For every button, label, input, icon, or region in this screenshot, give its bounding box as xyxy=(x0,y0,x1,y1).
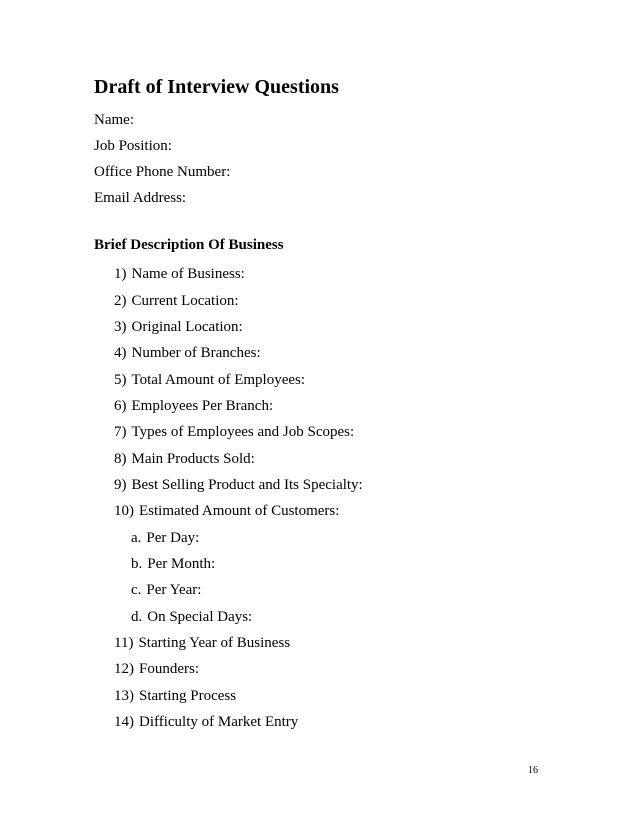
list-item-text: Name of Business: xyxy=(131,266,245,282)
list-item-text: Types of Employees and Job Scopes: xyxy=(131,424,355,440)
list-item-number: 2) xyxy=(114,293,127,309)
field-job-position: Job Position: xyxy=(94,138,172,154)
list-item-number: 3) xyxy=(114,319,127,335)
list-item xyxy=(114,714,298,731)
list-item-number: 8) xyxy=(114,451,127,467)
list-item-text: Current Location: xyxy=(131,293,239,309)
list-item xyxy=(114,293,239,310)
list-item-text: Estimated Amount of Customers: xyxy=(139,503,340,519)
sub-list-item-text: Per Year: xyxy=(146,582,202,598)
list-item-number: 7) xyxy=(114,424,127,440)
list-item xyxy=(114,372,305,389)
list-item xyxy=(114,451,255,468)
sub-list-item-letter: a. xyxy=(131,530,142,546)
list-item-text: Number of Branches: xyxy=(131,345,261,361)
list-item-text: Difficulty of Market Entry xyxy=(139,714,299,730)
list-item-number: 13) xyxy=(114,688,134,704)
sub-list-item-letter: c. xyxy=(131,582,142,598)
list-item xyxy=(114,477,363,494)
sub-list-item-text: On Special Days: xyxy=(147,609,253,625)
list-item xyxy=(114,503,339,520)
field-office-phone: Office Phone Number: xyxy=(94,164,231,180)
sub-list-item-text: Per Day: xyxy=(146,530,200,546)
list-item-text: Starting Process xyxy=(139,688,237,704)
list-item xyxy=(114,661,199,678)
list-item-text: Original Location: xyxy=(131,319,243,335)
list-item xyxy=(114,319,243,336)
sub-list-item-text: Per Month: xyxy=(147,556,216,572)
list-item-text: Best Selling Product and Its Specialty: xyxy=(131,477,363,493)
field-email-address: Email Address: xyxy=(94,190,187,206)
sub-list-item xyxy=(131,530,199,547)
sub-list-item xyxy=(131,556,215,573)
list-item xyxy=(114,424,354,441)
list-item-text: Employees Per Branch: xyxy=(131,398,274,414)
list-item xyxy=(114,398,273,415)
list-item-text: Founders: xyxy=(139,661,199,677)
sub-list-item-letter: b. xyxy=(131,556,143,572)
list-item xyxy=(114,345,261,362)
list-item-number: 6) xyxy=(114,398,127,414)
list-item-number: 14) xyxy=(114,714,134,730)
page-number: 16 xyxy=(528,765,538,776)
section-heading: Brief Description Of Business xyxy=(94,237,284,253)
list-item-number: 1) xyxy=(114,266,127,282)
list-item xyxy=(114,635,290,652)
list-item xyxy=(114,266,245,283)
document-title: Draft of Interview Questions xyxy=(94,76,339,98)
field-name: Name: xyxy=(94,112,134,128)
list-item xyxy=(114,688,236,705)
list-item-number: 12) xyxy=(114,661,134,677)
list-item-text: Starting Year of Business xyxy=(138,635,291,651)
list-item-number: 11) xyxy=(114,635,134,651)
sub-list-item xyxy=(131,582,201,599)
list-item-number: 5) xyxy=(114,372,127,388)
list-item-number: 4) xyxy=(114,345,127,361)
sub-list-item xyxy=(131,609,252,626)
sub-list-item-letter: d. xyxy=(131,609,143,625)
list-item-number: 10) xyxy=(114,503,134,519)
list-item-text: Total Amount of Employees: xyxy=(131,372,306,388)
list-item-text: Main Products Sold: xyxy=(131,451,255,467)
list-item-number: 9) xyxy=(114,477,127,493)
